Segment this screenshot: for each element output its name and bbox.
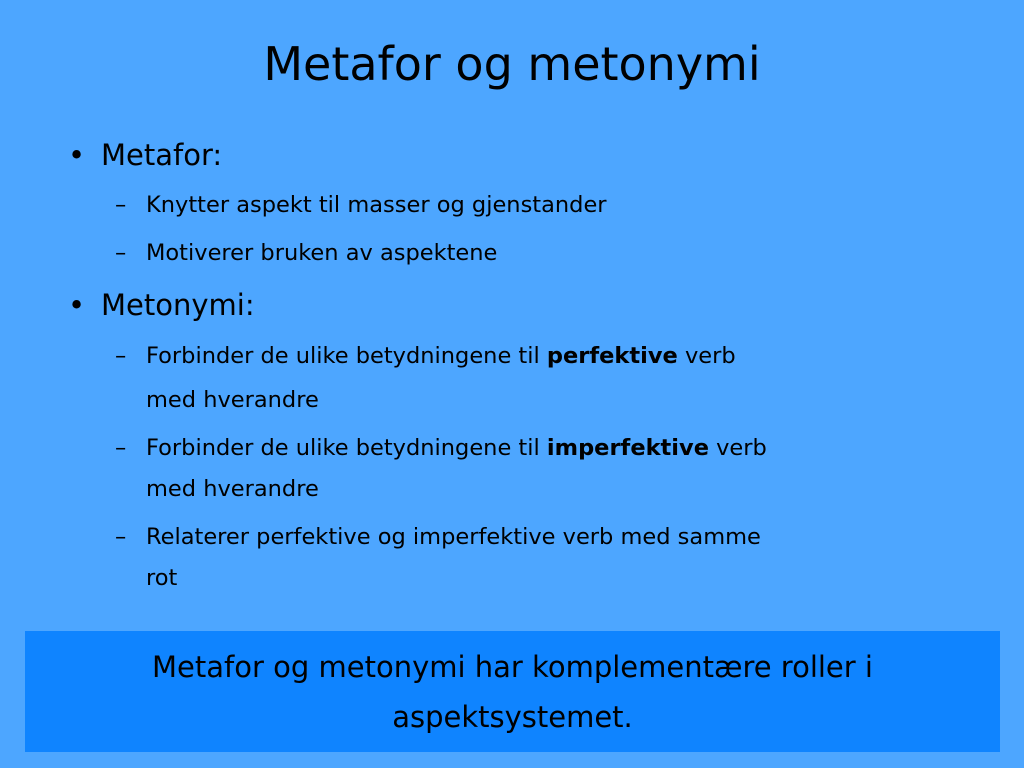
slide-title: Metafor og metonymi	[263, 37, 761, 91]
subitem-continuation: med hverandre	[146, 476, 319, 502]
conclusion-text: Metafor og metonymi har komplementære roller i aspektsystemet.	[152, 649, 873, 734]
subitem-continuation: rot	[146, 565, 178, 591]
subitem-text-after: verb	[716, 435, 767, 461]
conclusion-box	[25, 631, 1000, 752]
dash-marker: –	[115, 524, 127, 550]
emphasis-perfektive: perfektive	[546, 343, 678, 369]
bullet-marker: •	[68, 288, 86, 322]
subitem-text: Relaterer perfektive og imperfektive verb med samme	[146, 524, 761, 550]
dash-marker: –	[115, 343, 127, 369]
subitem-text-after: verb	[684, 343, 736, 369]
dash-marker: –	[115, 435, 127, 461]
subitem-continuation: med hverandre	[146, 387, 319, 413]
dash-marker: –	[115, 192, 127, 218]
emphasis-imperfektive: imperfektive	[546, 435, 709, 461]
subitem-text-before: Forbinder de ulike betydningene til	[146, 435, 540, 461]
dash-marker: –	[115, 240, 127, 266]
subitem-text	[146, 334, 736, 378]
subitem-text-before: Forbinder de ulike betydningene til	[146, 343, 540, 369]
subitem-text	[146, 426, 767, 470]
bullet-marker: •	[68, 138, 86, 172]
subitem-text: Knytter aspekt til masser og gjenstander	[146, 192, 607, 218]
subitem-text: Motiverer bruken av aspektene	[146, 240, 498, 266]
bullet-text: Metonymi:	[101, 288, 255, 322]
bullet-text: Metafor:	[101, 138, 223, 172]
